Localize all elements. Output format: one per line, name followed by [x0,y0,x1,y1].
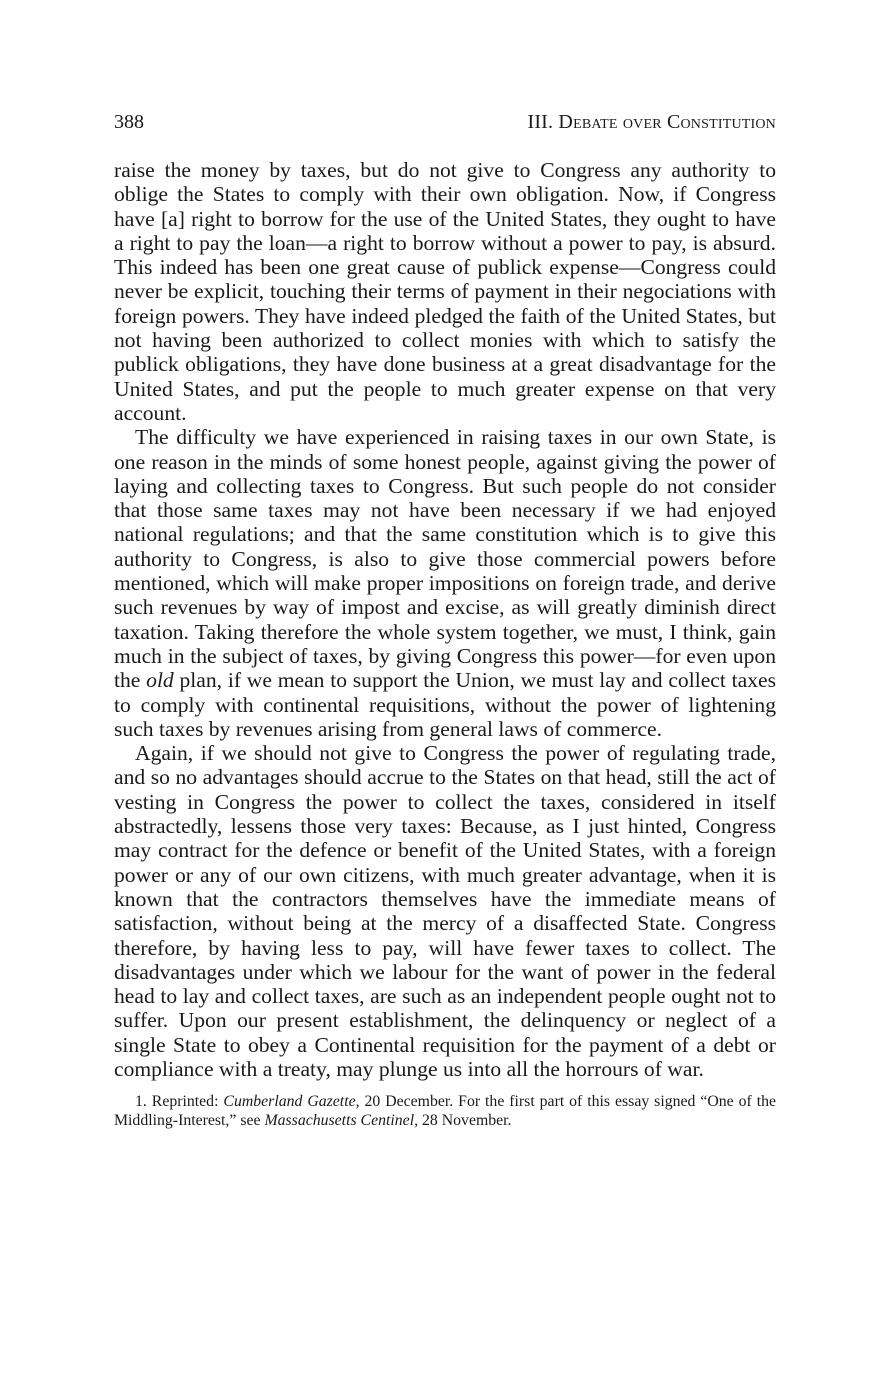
footnote-italic-segment: Cumberland Gazette, [223,1093,360,1111]
document-page [114,108,776,1130]
paragraph [114,158,776,425]
text-segment: raise the money by taxes, but do not give to Congress any authority to oblige the States to comply with their own obligation. Now, if Congress have [a] right to borrow for the use of the United States, they ought to have a right to pay the loan—a right to borrow without a power to pay, is absurd. This indeed has been one great cause of publick expense—Congress could never be explicit, touching their terms of payment in their negociations with foreign powers. They have indeed pledged the faith of the United States, but not having been authorized to collect monies with which to satisfy the publick obligations, they have done business at a great disadvantage for the United States, and put the people to much greater expense on that very account. [114,158,776,425]
italic-text-segment: old [146,668,174,693]
footnote-text-segment: 28 November. [418,1112,512,1130]
footnote [114,1092,776,1130]
paragraph [114,741,776,1081]
body-text [114,158,776,1081]
text-segment: The difficulty we have experienced in raising taxes in our own State, is one reason in the minds of some honest people, against giving the power of laying and collecting taxes to Congress. But such people do not consider that those same taxes may not have been necessary if we had enjoyed national regulations; and that the same constitution which is to give this authority to Congress, is also to give those commercial powers before mentioned, which will make proper impositions on foreign trade, and derive such revenues by way of impost and excise, as will greatly diminish direct taxation. Taking therefore the whole system together, we must, I think, gain much in the subject of taxes, by giving Congress this power—for even upon the [114,425,776,693]
footnote-italic-segment: Massachusetts Centinel, [264,1112,419,1130]
footnote-text-segment: 20 December. For the first part of this essay signed “One of the Middling-Interest,” see [114,1093,777,1130]
footnote-text-segment: 1. Reprinted: [135,1093,224,1111]
paragraph [114,425,776,741]
running-head [114,108,776,136]
running-title: III. Debate over Constitution [527,111,776,133]
text-segment: Again, if we should not give to Congress the power of regulating trade, and so no advantages should accrue to the States on that head, still the act of vesting in Congress the power to collect the taxes, considered in itself abstractedly, lessens those very taxes: Because, as I just hinted, Congress may contract for the defence or benefit of the United States, with a foreign power or any of our own citizens, with much greater advantage, when it is known that the contractors themselves have the immediate means of satisfaction, without being at the mercy of a disaffected State. Congress therefore, by having less to pay, will have fewer taxes to collect. The disadvantages under which we labour for the want of power in the federal head to lay and collect taxes, are such as an independent people ought not to suffer. Upon our present establishment, the delinquency or neglect of a single State to obey a Continental requisition for the payment of a debt or compliance with a treaty, may plunge us into all the horrours of war. [114,741,776,1081]
page-number: 388 [114,111,144,133]
text-segment: plan, if we mean to support the Union, we must lay and collect taxes to comply with continental requisitions, without the power of lightening such taxes by revenues arising from general laws of commerce. [114,668,776,741]
